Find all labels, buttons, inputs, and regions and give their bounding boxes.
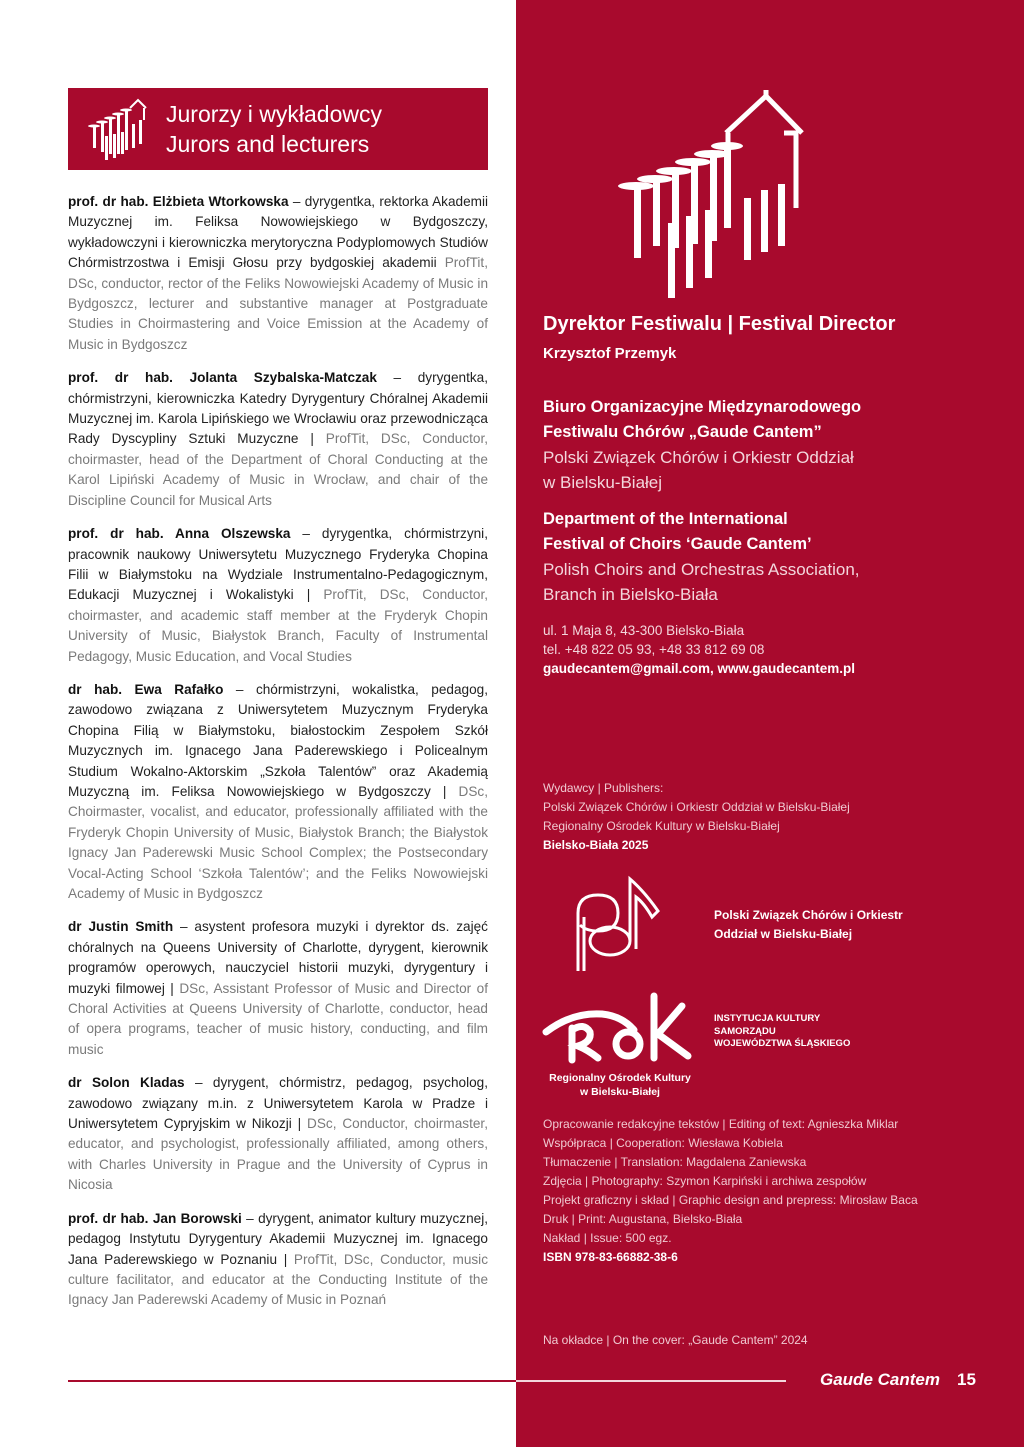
bio-entry xyxy=(68,1209,488,1311)
credit-line: Opracowanie redakcyjne tekstów | Editing of text: Agnieszka Miklar xyxy=(543,1117,899,1131)
rok-inst-1: INSTYTUCJA KULTURY xyxy=(714,1013,821,1024)
bio-text-en: DSc, Assistant Professor of Music and Director of Choral Activities at Queens University of Charlotte, conductor, head of opera programs, teacher of music history, conducting, and film music xyxy=(68,980,488,1057)
director-block xyxy=(543,311,895,362)
rok-inst-3: WOJEWÓDZTWA ŚLĄSKIEGO xyxy=(714,1038,851,1049)
page-number: 15 xyxy=(957,1370,976,1389)
rok-caption-1: Regionalny Ośrodek Kultury xyxy=(549,1072,691,1084)
rok-institution xyxy=(714,1013,850,1051)
office-pl-org-1: Polski Związek Chórów i Orkiestr Oddział xyxy=(543,448,854,467)
rok-caption-2: w Bielsku-Białej xyxy=(580,1086,660,1098)
bio-entry xyxy=(68,368,488,511)
bio-text-en: ProfTit, DSc, Conductor, music culture facilitator, and educator at the Conducting Institute of the Ignacy Jan Paderewski Academy of Music in Poznań xyxy=(68,1251,488,1308)
bio-name: dr Solon Kladas xyxy=(68,1075,185,1091)
imprint-panel xyxy=(516,0,1024,1447)
bio-list xyxy=(68,192,488,1311)
bio-text-pl: – dyrygent, animator kultury muzycznej, pedagog Instytutu Dyrygentury Akademii Muzycznej im. Ignacego Jana Paderewskiego w Poznaniu | xyxy=(68,1210,488,1267)
phone: tel. +48 822 05 93, +48 33 812 69 08 xyxy=(543,642,765,657)
section-title-en: Jurors and lecturers xyxy=(166,131,370,157)
rok-caption xyxy=(540,1071,700,1099)
bio-text-pl: – asystent profesora muzyki i dyrektor ds. zajęć chóralnych na Queens University of Charlotte, dyrygent, kierownik programów operowych, nauczyciel historii muzyki, dyrygentury i muzyki filmowej | xyxy=(68,919,488,996)
pzchio-name-1: Polski Związek Chórów i Orkiestr xyxy=(714,908,903,922)
rok-logo-icon xyxy=(542,990,692,1068)
office-en-block xyxy=(543,507,860,607)
footer-divider-on-red xyxy=(516,1380,786,1382)
bio-entry xyxy=(68,917,488,1060)
office-pl-title-1: Biuro Organizacyjne Międzynarodowego xyxy=(543,398,862,416)
organ-pipes-icon xyxy=(86,96,148,162)
credits-block xyxy=(543,1115,918,1267)
section-header xyxy=(68,88,488,170)
bio-text-pl: – dyrygentka, chórmistrzyni, pracownik naukowy Uniwersytetu Muzycznego Fryderyka Chopina Filii w Białymstoku na Wydziale Instrumentalno-Pedagogicznym, Edukacji Muzycznej i Wokalistyki | xyxy=(68,526,488,603)
address: ul. 1 Maja 8, 43-300 Bielsko-Biała xyxy=(543,623,745,638)
bio-text-pl: – dyrygentka, rektorka Akademii Muzycznej im. Feliksa Nowowiejskiego w Bydgoszczy, wykładowczyni i kierowniczka merytoryczna Podyplomowych Studiów Chórmistrzostwa i Emisji Głosu przy bydgoskiej akademii xyxy=(68,194,488,271)
email-web-link[interactable]: gaudecantem@gmail.com, www.gaudecantem.pl xyxy=(543,661,855,676)
bio-name: dr Justin Smith xyxy=(68,919,174,935)
jurors-section xyxy=(68,88,488,1324)
place-year: Bielsko-Biała 2025 xyxy=(543,838,649,852)
pzchio-music-note-logo-icon xyxy=(572,873,668,975)
office-pl-title-2: Festiwalu Chórów „Gaude Cantem” xyxy=(543,423,822,441)
pzchio-name-2: Oddział w Bielsku-Białej xyxy=(714,927,853,941)
publishers-block xyxy=(543,779,850,855)
office-pl-block xyxy=(543,395,861,495)
festival-organ-logo-icon xyxy=(606,88,806,298)
contact-block xyxy=(543,621,855,678)
bio-name: prof. dr hab. Elżbieta Wtorkowska xyxy=(68,194,289,209)
office-pl-org-2: w Bielsku-Białej xyxy=(543,473,663,492)
credit-line: Współpraca | Cooperation: Wiesława Kobiela xyxy=(543,1136,783,1150)
bio-text-en: ProfTit, DSc, Conductor, choirmaster, and academic staff member at the Fryderyk Chopin University of Music, Białystok Branch, Faculty of Instrumental Pedagogy, Music Education, and Vocal Studies xyxy=(68,587,488,664)
bio-text-pl: – dyrygentka, chórmistrzyni, kierowniczka Katedry Dyrygentury Chóralnej Akademii Muzycznej im. Karola Lipińskiego we Wrocławiu oraz przewodnicząca Rady Dyscypliny Sztuki Muzyczne | xyxy=(68,370,488,447)
credit-line: Druk | Print: Augustana, Bielsko-Biała xyxy=(543,1212,743,1226)
bio-entry xyxy=(68,524,488,667)
bio-name: dr hab. Ewa Rafałko xyxy=(68,681,224,697)
office-en-title-1: Department of the International xyxy=(543,510,788,528)
bio-text-pl: – chórmistrzyni, wokalistka, pedagog, zawodowo związana z Uniwersytetem Muzycznym Fryderyka Chopina Filią w Białymstoku, białostockim Zespołem Szkół Muzycznych im. Ignacego Jana Paderewskiego i Policealnym Studium Wokalno-Aktorskim „Szkoła Talentów” oraz Akademią Muzyczną im. Feliksa Nowowiejskiego w Bydgoszczy | xyxy=(68,681,488,799)
bio-entry xyxy=(68,1073,488,1195)
director-title: Dyrektor Festiwalu | Festival Director xyxy=(543,313,896,335)
bio-entry xyxy=(68,192,488,355)
publishers-label: Wydawcy | Publishers: xyxy=(543,781,664,795)
credit-line: Projekt graficzny i skład | Graphic design and prepress: Mirosław Baca xyxy=(543,1193,918,1207)
bio-text-en: ProfTit, DSc, conductor, rector of the Feliks Nowowiejski Academy of Music in Bydgoszcz, lecturer and substantive manager at Postgraduate Studies in Choirmastering and Voice Emission at the Academy of Music in Bydgoszcz xyxy=(68,255,488,352)
cover-note: Na okładce | On the cover: „Gaude Cantem” 2024 xyxy=(543,1333,808,1347)
office-en-org-2: Branch in Bielsko-Biała xyxy=(543,585,718,604)
footer-publication-title: Gaude Cantem xyxy=(820,1370,940,1389)
isbn: ISBN 978-83-66882-38-6 xyxy=(543,1250,678,1264)
section-title-pl: Jurorzy i wykładowcy xyxy=(166,101,382,127)
bio-name: prof. dr hab. Jan Borowski xyxy=(68,1210,242,1226)
office-en-org-1: Polish Choirs and Orchestras Association, xyxy=(543,560,860,579)
publisher-2: Regionalny Ośrodek Kultury w Bielsku-Białej xyxy=(543,819,780,833)
bio-text-en: ProfTit, DSc, Conductor, choirmaster, head of the Department of Choral Conducting at the Karol Lipiński Academy of Music in Wrocław, and chair of the Discipline Council for Musical Arts xyxy=(68,431,488,508)
director-name: Krzysztof Przemyk xyxy=(543,345,677,362)
bio-name: prof. dr hab. Anna Olszewska xyxy=(68,526,291,542)
credit-line: Tłumaczenie | Translation: Magdalena Zaniewska xyxy=(543,1155,807,1169)
bio-name: prof. dr hab. Jolanta Szybalska-Matczak xyxy=(68,370,377,386)
bio-text-pl: – dyrygent, chórmistrz, pedagog, psycholog, zawodowo związany m.in. z Uniwersytetem Karola w Pradze i Uniwersytetem Cypryjskim w Nikozji | xyxy=(68,1075,488,1132)
bio-entry xyxy=(68,680,488,904)
bio-text-en: DSc, Conductor, choirmaster, educator, and psychologist, professionally affiliated, among others, with Charles University in Prague and the University of Cyprus in Nicosia xyxy=(68,1116,488,1193)
credit-line: Nakład | Issue: 500 egz. xyxy=(543,1231,672,1245)
rok-inst-2: SAMORZĄDU xyxy=(714,1025,776,1037)
bio-text-en: DSc, Choirmaster, vocalist, and educator, professionally affiliated with the Fryderyk Chopin University of Music, Białystok Branch; the Białystok Ignacy Jan Paderewski Music School Complex; the Postsecondary Vocal-Acting School ‘Szkoła Talentów’; and the Feliks Nowowiejski Academy of Music in Bydgoszcz xyxy=(68,783,488,901)
office-en-title-2: Festival of Choirs ‘Gaude Cantem’ xyxy=(543,535,812,553)
pzchio-name xyxy=(714,906,903,944)
credit-line: Zdjęcia | Photography: Szymon Karpiński i archiwa zespołów xyxy=(543,1174,867,1188)
publisher-1: Polski Związek Chórów i Orkiestr Oddział w Bielsku-Białej xyxy=(543,800,850,814)
